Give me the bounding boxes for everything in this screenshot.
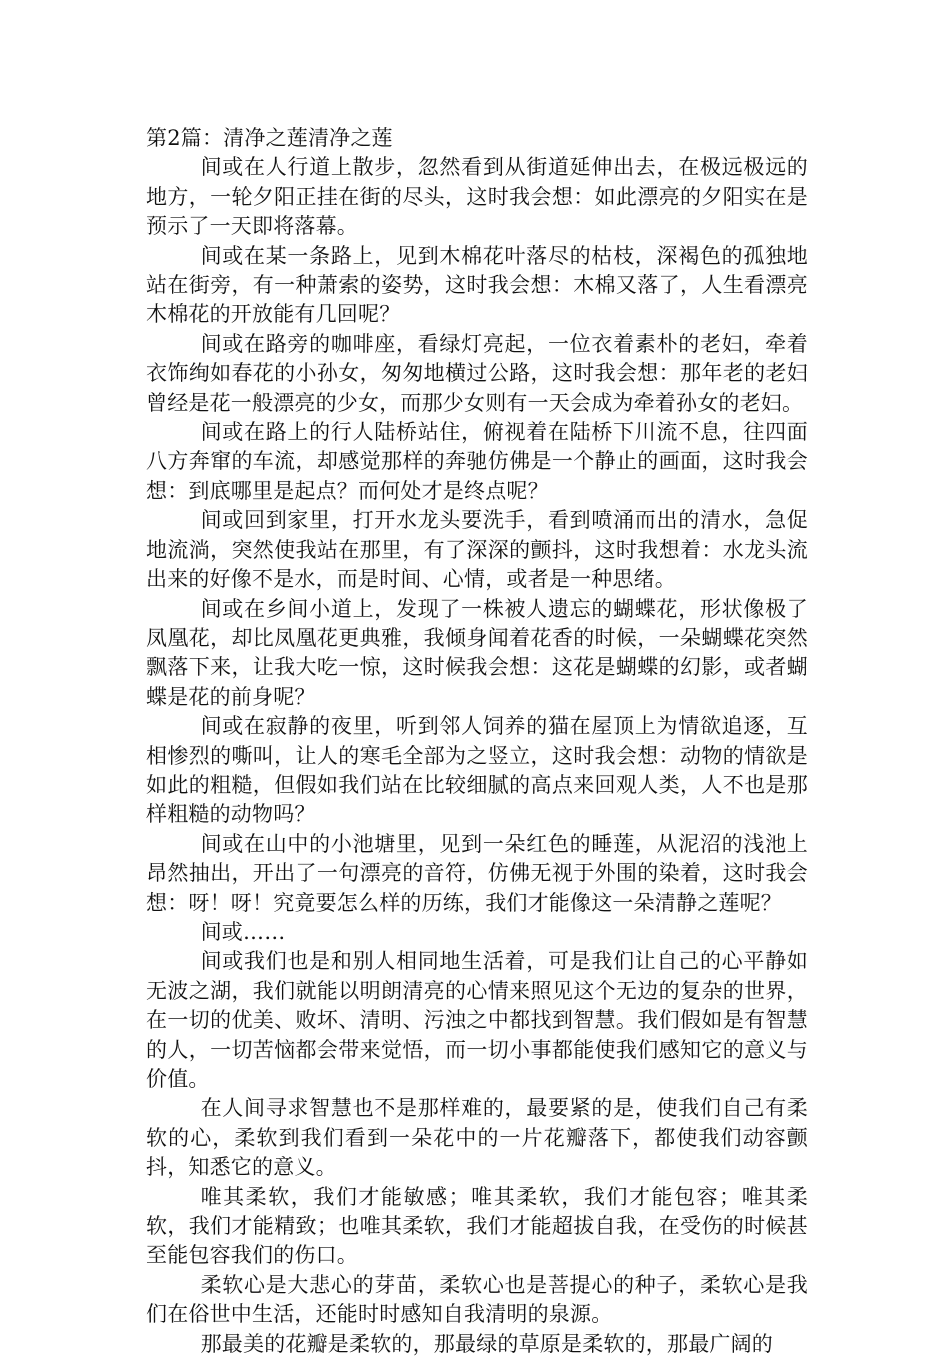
paragraph: 间或我们也是和别人相同地生活着，可是我们让自己的心平静如无波之湖，我们就能以明朗清亮的心情来照见这个无边的复杂的世界，在一切的优美、败坏、清明、污浊之中都找到智慧。我们假如是有智慧的人，一切苦恼都会带来觉悟，而一切小事都能使我们感知它的意义与价值。 bbox=[146, 949, 808, 1091]
paragraph: 间或在路上的行人陆桥站住，俯视着在陆桥下川流不息，往四面八方奔窜的车流，却感觉那样的奔驰仿佛是一个静止的画面，这时我会想：到底哪里是起点？而何处才是终点呢？ bbox=[146, 420, 808, 503]
paragraph: 间或在乡间小道上，发现了一株被人遗忘的蝴蝶花，形状像极了凤凰花，却比凤凰花更典雅，我倾身闻着花香的时候，一朵蝴蝶花突然飘落下来，让我大吃一惊，这时候我会想：这花是蝴蝶的幻影，或者蝴蝶是花的前身呢？ bbox=[146, 596, 808, 709]
paragraph: 间或在路旁的咖啡座，看绿灯亮起，一位衣着素朴的老妇，牵着衣饰绚如春花的小孙女，匆匆地横过公路，这时我会想：那年老的老妇曾经是花一般漂亮的少女，而那少女则有一天会成为牵着孙女的老妇。 bbox=[146, 331, 808, 415]
paragraph: 唯其柔软，我们才能敏感；唯其柔软，我们才能包容；唯其柔软，我们才能精致；也唯其柔软，我们才能超拔自我，在受伤的时候甚至能包容我们的伤口。 bbox=[146, 1184, 808, 1268]
paragraph: 那最美的花瓣是柔软的，那最绿的草原是柔软的，那最广阔的 bbox=[200, 1331, 773, 1356]
document-body bbox=[146, 124, 808, 1359]
paragraph: 间或…… bbox=[200, 919, 286, 944]
paragraph: 间或回到家里，打开水龙头要洗手，看到喷涌而出的清水，急促地流淌，突然使我站在那里，有了深深的颤抖，这时我想着：水龙头流出来的好像不是水，而是时间、心情，或者是一种思绪。 bbox=[146, 508, 808, 592]
paragraph: 柔软心是大悲心的芽苗，柔软心也是菩提心的种子，柔软心是我们在俗世中生活，还能时时感知自我清明的泉源。 bbox=[146, 1272, 808, 1327]
paragraph: 在人间寻求智慧也不是那样难的，最要紧的是，使我们自己有柔软的心，柔软到我们看到一朵花中的一片花瓣落下，都使我们动容颤抖，知悉它的意义。 bbox=[146, 1096, 808, 1180]
document-title: 第2篇：清净之莲清净之莲 bbox=[146, 126, 393, 150]
paragraph: 间或在山中的小池塘里，见到一朵红色的睡莲，从泥沼的浅池上昂然抽出，开出了一句漂亮的音符，仿佛无视于外围的染着，这时我会想：呀！呀！究竟要怎么样的历练，我们才能像这一朵清静之莲呢？ bbox=[146, 831, 808, 915]
paragraph: 间或在人行道上散步，忽然看到从街道延伸出去，在极远极远的地方，一轮夕阳正挂在街的尽头，这时我会想：如此漂亮的夕阳实在是预示了一天即将落幕。 bbox=[146, 155, 808, 239]
paragraph: 间或在某一条路上，见到木棉花叶落尽的枯枝，深褐色的孤独地站在街旁，有一种萧索的姿势，这时我会想：木棉又落了，人生看漂亮木棉花的开放能有几回呢？ bbox=[146, 243, 808, 327]
paragraph: 间或在寂静的夜里，听到邻人饲养的猫在屋顶上为情欲追逐，互相惨烈的嘶叫，让人的寒毛全部为之竖立，这时我会想：动物的情欲是如此的粗糙，但假如我们站在比较细腻的高点来回观人类，人不也是那样粗糙的动物吗？ bbox=[146, 714, 808, 827]
